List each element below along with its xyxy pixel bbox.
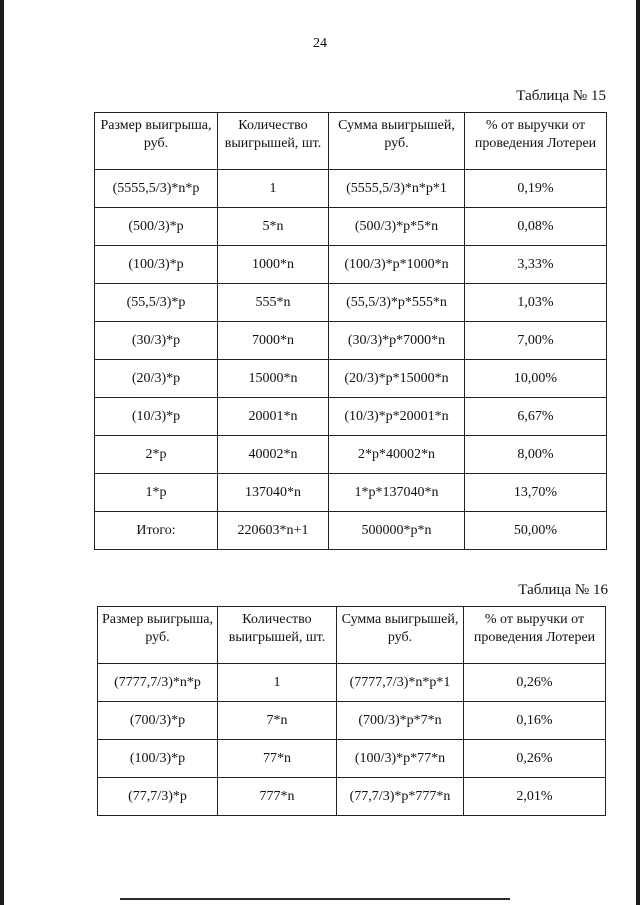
cell-prize-size: Итого: (95, 512, 218, 550)
table-row (95, 474, 607, 512)
table-16-caption: Таблица № 16 (518, 582, 608, 598)
cell-prize-size: (77,7/3)*p (98, 778, 218, 816)
cell-prize-count: 15000*n (218, 360, 329, 398)
table-row (95, 512, 607, 550)
table-row (95, 436, 607, 474)
cell-revenue-share: 8,00% (465, 436, 607, 474)
cell-prize-size: (10/3)*p (95, 398, 218, 436)
col-header-prize-count: Количество выигрышей, шт. (218, 607, 337, 664)
cell-prize-size: (30/3)*p (95, 322, 218, 360)
table-row (95, 208, 607, 246)
cell-prize-size: (55,5/3)*p (95, 284, 218, 322)
cell-prize-size: (500/3)*p (95, 208, 218, 246)
cell-revenue-share: 1,03% (465, 284, 607, 322)
table-row (98, 702, 606, 740)
cell-prize-size: (7777,7/3)*n*p (98, 664, 218, 702)
cell-prize-sum: (5555,5/3)*n*p*1 (329, 170, 465, 208)
col-header-prize-size: Размер выигрыша, руб. (98, 607, 218, 664)
cell-prize-size: (700/3)*p (98, 702, 218, 740)
table-row (98, 778, 606, 816)
cell-revenue-share: 0,16% (464, 702, 606, 740)
cell-prize-size: (100/3)*p (98, 740, 218, 778)
cell-prize-count: 220603*n+1 (218, 512, 329, 550)
cell-revenue-share: 50,00% (465, 512, 607, 550)
table-row (98, 664, 606, 702)
cell-prize-size: (100/3)*p (95, 246, 218, 284)
cell-revenue-share: 0,08% (465, 208, 607, 246)
cell-prize-sum: (30/3)*p*7000*n (329, 322, 465, 360)
table-header-row (95, 113, 607, 170)
table-row (95, 284, 607, 322)
table-header-row (98, 607, 606, 664)
table-row (95, 398, 607, 436)
cell-prize-count: 777*n (218, 778, 337, 816)
cell-prize-size: 1*p (95, 474, 218, 512)
cell-prize-sum: (10/3)*p*20001*n (329, 398, 465, 436)
table-row (95, 170, 607, 208)
table-row (95, 360, 607, 398)
col-header-revenue-share: % от выручки от проведения Лотереи (465, 113, 607, 170)
cell-prize-sum: (20/3)*p*15000*n (329, 360, 465, 398)
col-header-prize-sum: Сумма выигрышей, руб. (337, 607, 464, 664)
table-row (95, 322, 607, 360)
cell-prize-sum: (500/3)*p*5*n (329, 208, 465, 246)
table-row (95, 246, 607, 284)
cell-prize-sum: (700/3)*p*7*n (337, 702, 464, 740)
cell-revenue-share: 7,00% (465, 322, 607, 360)
cell-prize-count: 7000*n (218, 322, 329, 360)
cell-revenue-share: 6,67% (465, 398, 607, 436)
cell-prize-count: 137040*n (218, 474, 329, 512)
cell-prize-size: (5555,5/3)*n*p (95, 170, 218, 208)
cell-prize-sum: (55,5/3)*p*555*n (329, 284, 465, 322)
table-15 (94, 112, 607, 550)
cell-revenue-share: 0,19% (465, 170, 607, 208)
cell-revenue-share: 0,26% (464, 740, 606, 778)
cell-prize-count: 555*n (218, 284, 329, 322)
cell-revenue-share: 2,01% (464, 778, 606, 816)
cell-prize-count: 1000*n (218, 246, 329, 284)
cell-prize-size: (20/3)*p (95, 360, 218, 398)
cell-prize-sum: (100/3)*p*77*n (337, 740, 464, 778)
col-header-prize-sum: Сумма выигрышей, руб. (329, 113, 465, 170)
cell-prize-size: 2*p (95, 436, 218, 474)
cell-prize-count: 77*n (218, 740, 337, 778)
col-header-revenue-share: % от выручки от проведения Лотереи (464, 607, 606, 664)
cell-prize-count: 5*n (218, 208, 329, 246)
cell-prize-sum: 500000*p*n (329, 512, 465, 550)
page-number: 24 (313, 36, 327, 51)
scan-edge-right (636, 0, 640, 905)
cell-prize-sum: (77,7/3)*p*777*n (337, 778, 464, 816)
cell-prize-count: 20001*n (218, 398, 329, 436)
scan-bottom-line (120, 898, 510, 900)
cell-prize-count: 7*n (218, 702, 337, 740)
table-row (98, 740, 606, 778)
cell-revenue-share: 10,00% (465, 360, 607, 398)
cell-prize-sum: 1*p*137040*n (329, 474, 465, 512)
cell-prize-count: 40002*n (218, 436, 329, 474)
col-header-prize-size: Размер выигрыша, руб. (95, 113, 218, 170)
table-16 (97, 606, 606, 816)
cell-revenue-share: 3,33% (465, 246, 607, 284)
cell-prize-sum: (100/3)*p*1000*n (329, 246, 465, 284)
cell-prize-count: 1 (218, 170, 329, 208)
table-15-caption: Таблица № 15 (516, 88, 606, 104)
cell-prize-sum: (7777,7/3)*n*p*1 (337, 664, 464, 702)
cell-revenue-share: 13,70% (465, 474, 607, 512)
scan-edge-left (0, 0, 4, 905)
cell-prize-count: 1 (218, 664, 337, 702)
col-header-prize-count: Количество выигрышей, шт. (218, 113, 329, 170)
cell-revenue-share: 0,26% (464, 664, 606, 702)
cell-prize-sum: 2*p*40002*n (329, 436, 465, 474)
